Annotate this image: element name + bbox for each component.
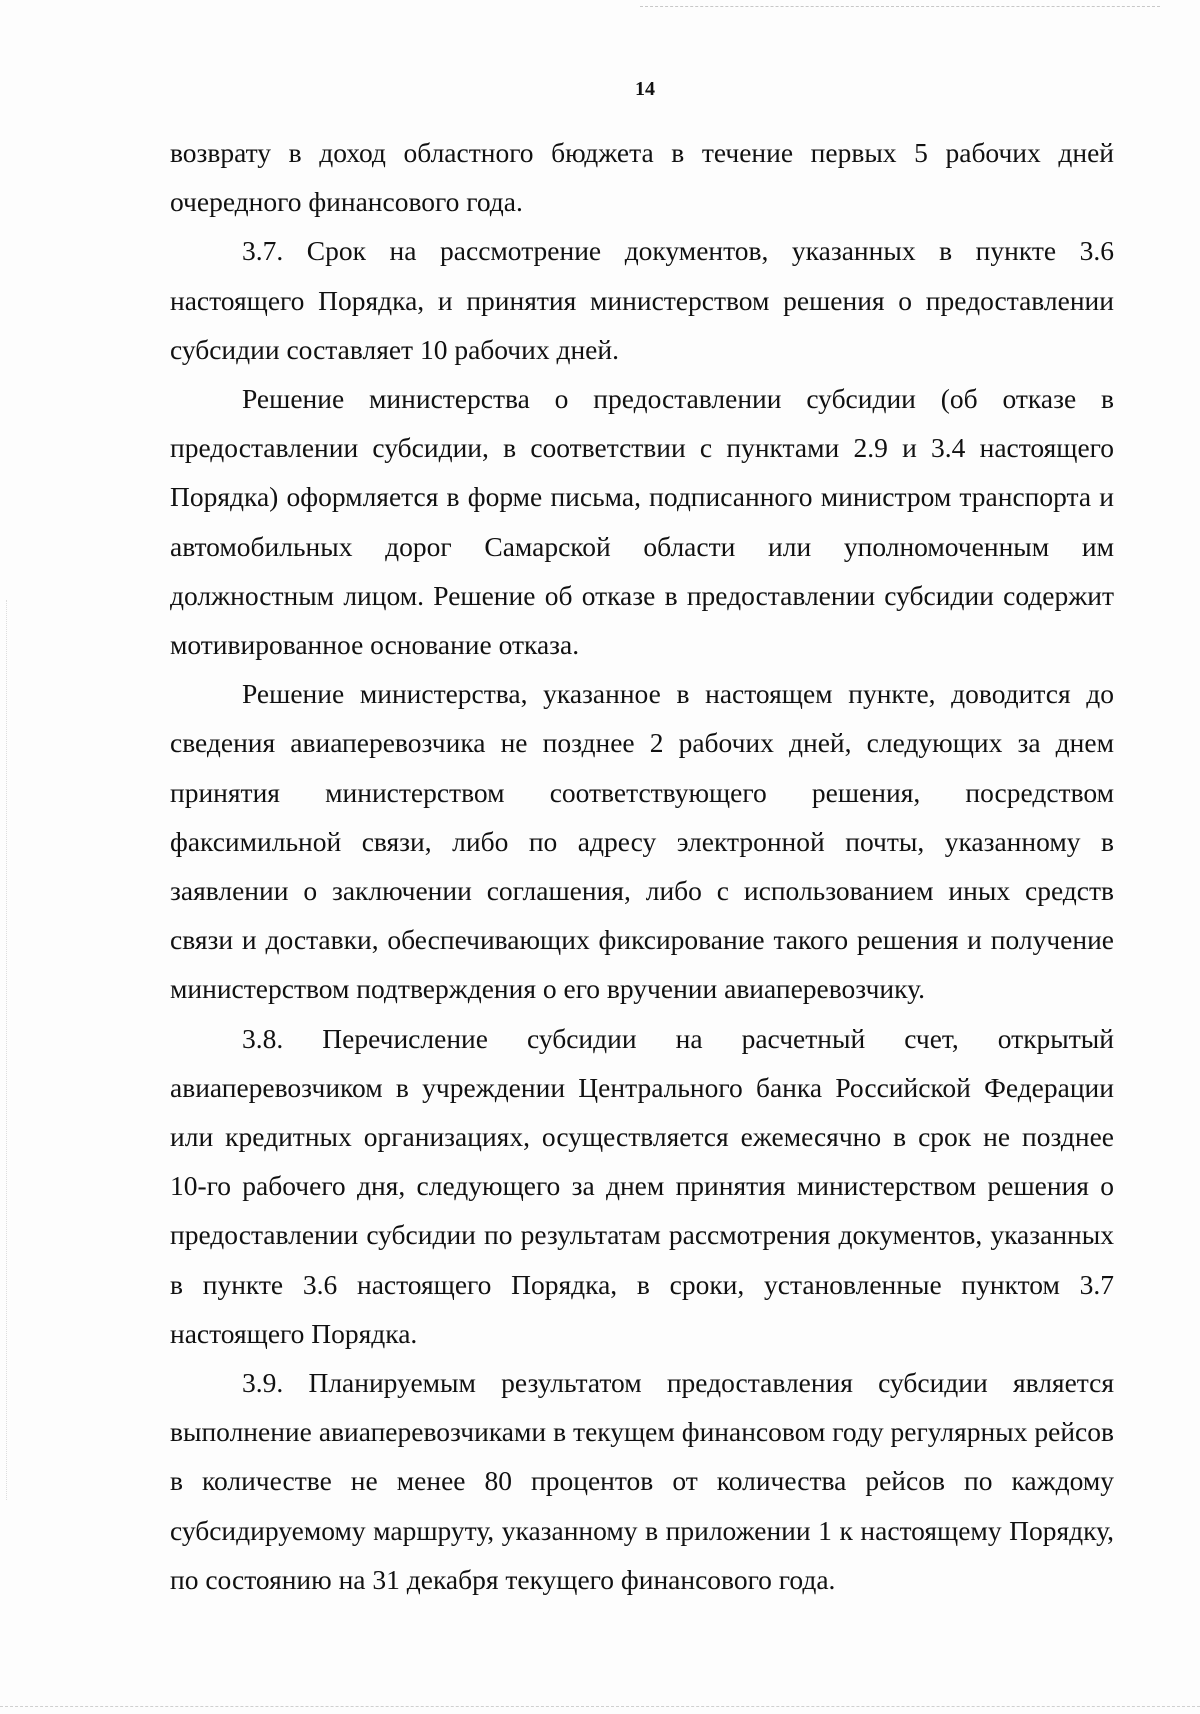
paragraph-3-9: 3.9. Планируемым результатом предоставления субсидии является выполнение авиаперевозчиками в текущем финансовом году регулярных рейсов в количестве не менее 80 процентов от количества рейсов по каждому субсидируемому маршруту, указанному в приложении 1 к настоящему Порядку, по состоянию на 31 декабря текущего финансового года. [170,1367,1114,1595]
paragraph-decision-form: Решение министерства о предоставлении субсидии (об отказе в предоставлении субсидии, в соответствии с пунктами 2.9 и 3.4 настоящего Порядка) оформляется в форме письма, подписанного министром транспорта и автомобильных дорог Самарской области или уполномоченным им должностным лицом. Решение об отказе в предоставлении субсидии содержит мотивированное основание отказа. [170,383,1114,661]
paragraph-decision-notice: Решение министерства, указанное в настоящем пункте, доводится до сведения авиаперевозчика не позднее 2 рабочих дней, следующих за днем принятия министерством соответствующего решения, посредством факсимильной связи, либо по адресу электронной почты, указанному в заявлении о заключении соглашения, либо с использованием иных средств связи и доставки, обеспечивающих фиксирование такого решения и получение министерством подтверждения о его вручении авиаперевозчику. [170,678,1114,1005]
page-number: 14 [635,78,655,100]
paragraph-continuation: возврату в доход областного бюджета в течение первых 5 рабочих дней очередного финансового года. [170,137,1114,218]
document-body [170,128,1114,1604]
scan-artifact-bottom [0,1706,1200,1707]
scan-artifact-left [6,600,7,1500]
paragraph-3-7: 3.7. Срок на рассмотрение документов, указанных в пункте 3.6 настоящего Порядка, и принятия министерством решения о предоставлении субсидии составляет 10 рабочих дней. [170,235,1114,365]
paragraph-3-8: 3.8. Перечисление субсидии на расчетный счет, открытый авиаперевозчиком в учреждении Центрального банка Российской Федерации или кредитных организациях, осуществляется ежемесячно в срок не позднее 10-го рабочего дня, следующего за днем принятия министерством решения о предоставлении субсидии по результатам рассмотрения документов, указанных в пункте 3.6 настоящего Порядка, в сроки, установленные пунктом 3.7 настоящего Порядка. [170,1022,1114,1349]
scan-artifact-top [640,6,1160,7]
